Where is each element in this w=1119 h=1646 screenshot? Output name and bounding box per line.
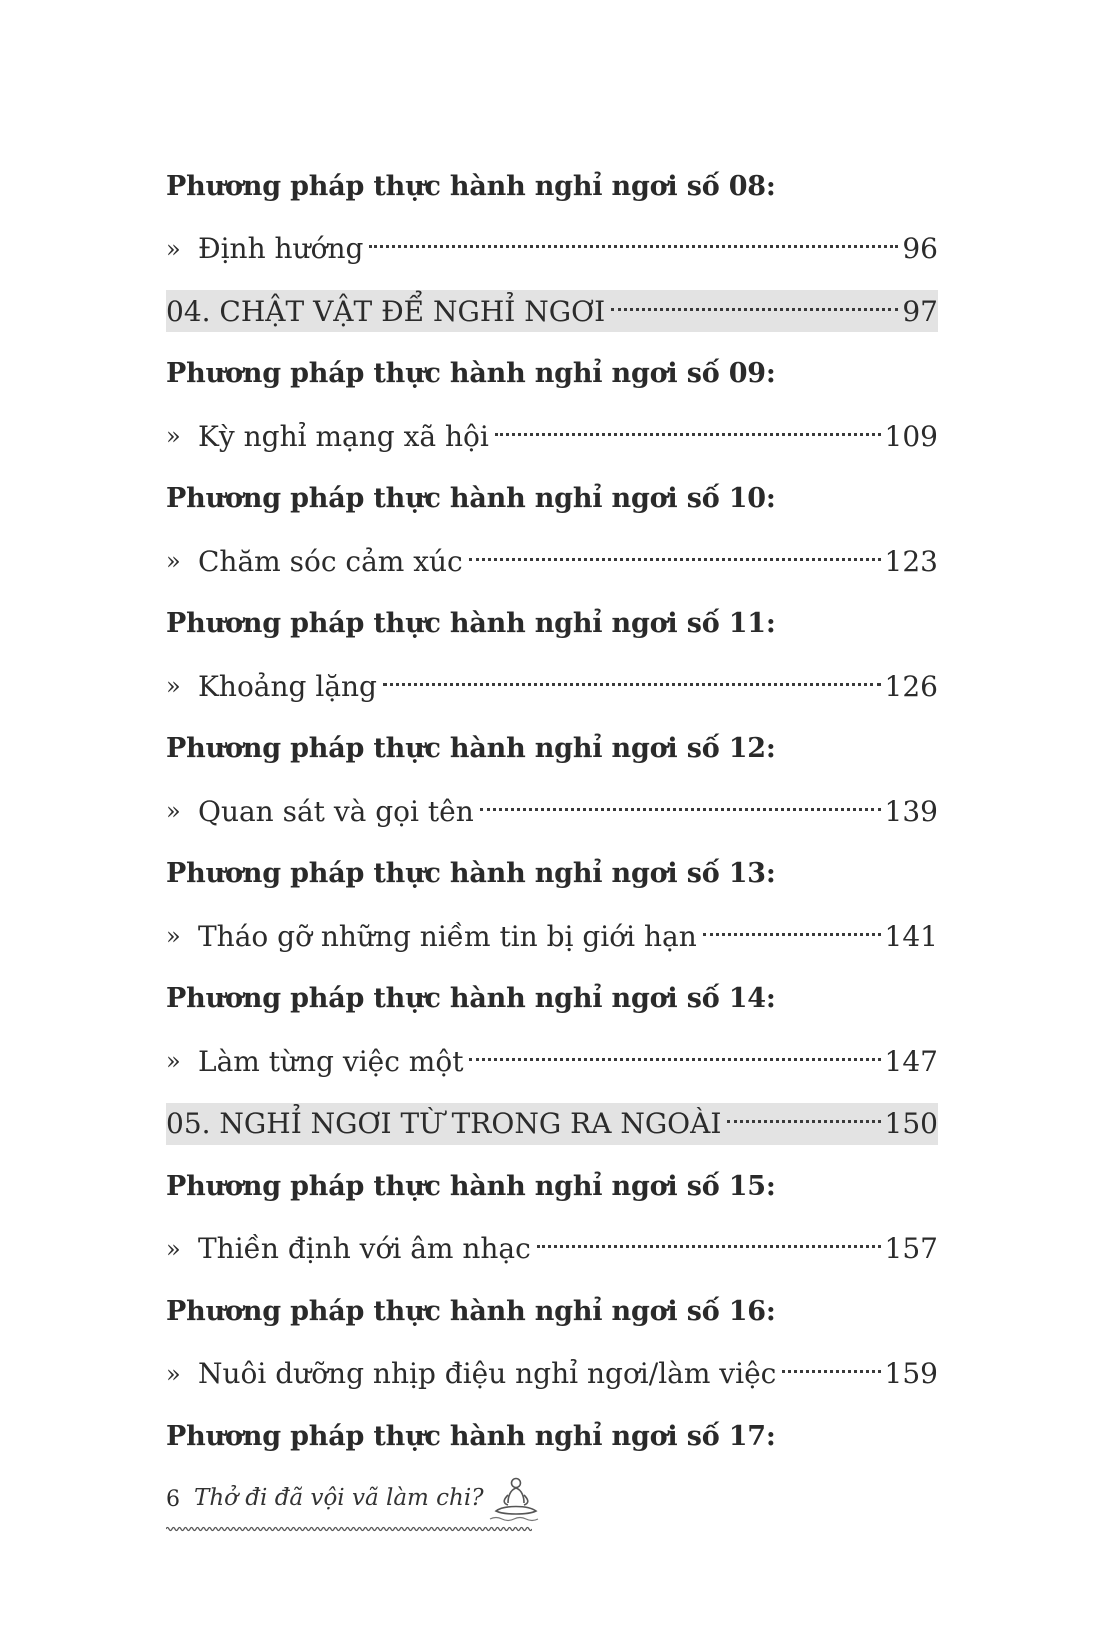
toc-practice-heading: Phương pháp thực hành nghỉ ngơi số 13: [166, 858, 776, 890]
toc-entry-page: 159 [884, 1357, 938, 1391]
toc-entry [166, 655, 938, 718]
toc-dot-leader [782, 1370, 880, 1373]
toc-entry-title: Định hướng [198, 232, 364, 266]
toc-chapter [166, 290, 938, 332]
toc-bullet: » [166, 797, 181, 826]
toc-dot-leader [469, 558, 881, 561]
toc-entry-line [198, 232, 938, 265]
toc-practice-heading: Phương pháp thực hành nghỉ ngơi số 09: [166, 358, 776, 390]
toc-entry-title: Thiền định với âm nhạc [198, 1232, 531, 1266]
toc-dot-leader [495, 433, 881, 436]
toc-bullet: » [166, 672, 181, 701]
toc-practice-heading: Phương pháp thực hành nghỉ ngơi số 10: [166, 483, 776, 515]
toc-entry-line [198, 1232, 938, 1265]
toc-entry-page: 109 [884, 419, 938, 453]
toc-dot-leader [703, 933, 881, 936]
toc-bullet: » [166, 234, 181, 263]
toc-practice-heading: Phương pháp thực hành nghỉ ngơi số 12: [166, 733, 776, 765]
toc-practice-heading: Phương pháp thực hành nghỉ ngơi số 14: [166, 983, 776, 1015]
toc-entry-line [198, 1045, 938, 1078]
toc-dot-leader [611, 308, 898, 311]
toc-chapter-title: 05. NGHỈ NGƠI TỪ TRONG RA NGOÀI [166, 1107, 722, 1140]
toc-chapter-title: 04. CHẬT VẬT ĐỂ NGHỈ NGƠI [166, 294, 606, 328]
toc-entry-page: 126 [884, 669, 938, 703]
toc-practice-heading: Phương pháp thực hành nghỉ ngơi số 17: [166, 1420, 776, 1452]
footer-book-title: Thở đi đã vội vã làm chi? [194, 1485, 484, 1511]
toc-entry-title: Chăm sóc cảm xúc [198, 544, 463, 578]
toc-entry-line [198, 1357, 938, 1390]
table-of-contents [166, 155, 938, 1468]
toc-dot-leader [537, 1245, 881, 1248]
toc-dot-leader [383, 683, 881, 686]
toc-entry-page: 139 [884, 794, 938, 828]
toc-entry [166, 780, 938, 843]
toc-entry-line [198, 670, 938, 703]
toc-entry [166, 905, 938, 968]
toc-practice-heading: Phương pháp thực hành nghỉ ngơi số 16: [166, 1295, 776, 1327]
toc-dot-leader [480, 808, 881, 811]
toc-entry-title: Quan sát và gọi tên [198, 794, 474, 828]
toc-dot-leader [469, 1058, 880, 1061]
toc-practice-heading: Phương pháp thực hành nghỉ ngơi số 08: [166, 170, 776, 202]
toc-entry-page: 123 [884, 544, 938, 578]
toc-entry-page: 141 [884, 919, 938, 953]
toc-bullet: » [166, 547, 181, 576]
toc-dot-leader [727, 1120, 880, 1123]
toc-entry [166, 218, 938, 281]
toc-practice-heading: Phương pháp thực hành nghỉ ngơi số 15: [166, 1170, 776, 1202]
footer-page-number: 6 [166, 1487, 180, 1512]
toc-entry-line [198, 545, 938, 578]
toc-entry [166, 1030, 938, 1093]
toc-entry-title: Kỳ nghỉ mạng xã hội [198, 419, 489, 453]
toc-dot-leader [369, 245, 898, 248]
toc-chapter-line [166, 1107, 938, 1140]
toc-entry-page: 157 [884, 1232, 938, 1266]
page-footer [166, 1475, 556, 1535]
footer-wave-divider [166, 1525, 532, 1533]
toc-entry-title: Làm từng việc một [198, 1044, 464, 1078]
toc-practice-heading: Phương pháp thực hành nghỉ ngơi số 11: [166, 608, 776, 640]
toc-bullet: » [166, 1359, 181, 1388]
toc-bullet: » [166, 1047, 181, 1076]
toc-bullet: » [166, 1234, 181, 1263]
meditation-figure-icon [488, 1475, 544, 1523]
toc-bullet: » [166, 922, 181, 951]
toc-entry [166, 1218, 938, 1281]
toc-chapter [166, 1103, 938, 1145]
toc-entry-page: 96 [902, 232, 938, 266]
toc-entry-line [198, 920, 938, 953]
toc-entry [166, 1343, 938, 1406]
toc-chapter-page: 150 [884, 1107, 938, 1140]
toc-entry [166, 530, 938, 593]
toc-entry-title: Khoảng lặng [198, 669, 377, 703]
toc-entry-line [198, 420, 938, 453]
toc-entry-line [198, 795, 938, 828]
toc-entry-page: 147 [884, 1044, 938, 1078]
toc-chapter-line [166, 295, 938, 328]
toc-chapter-page: 97 [902, 294, 938, 328]
toc-bullet: » [166, 422, 181, 451]
toc-entry-title: Tháo gỡ những niềm tin bị giới hạn [198, 919, 697, 953]
toc-entry [166, 405, 938, 468]
toc-entry-title: Nuôi dưỡng nhịp điệu nghỉ ngơi/làm việc [198, 1357, 777, 1391]
